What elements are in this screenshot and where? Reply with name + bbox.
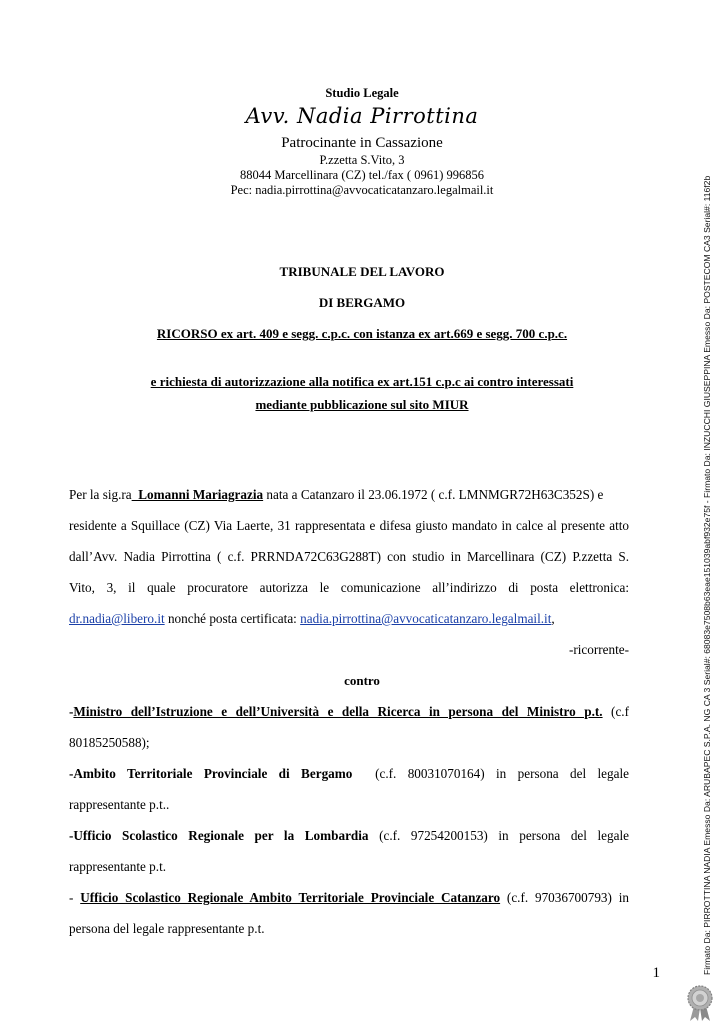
digital-signature-text: Firmato Da: PIRROTTINA NADIA Emesso Da: ARUBAPEC S.P.A. NG CA 3 Serial#: 68083e7508b63eae151039abf932e75f - Firmato Da: INZUCCHI GIUSEPPINA Emesso Da: POSTECOM CA3 Serial#: 116f2b [702,175,712,975]
address-line-1: P.zzetta S.Vito, 3 [319,153,405,167]
respondent-3: -Ufficio Scolastico Regionale per la Lombardia (c.f. 97254200153) in persona del legale [69,828,629,843]
court-line-1: TRIBUNALE DEL LAVORO [279,264,445,279]
party-line-4: Vito, 3, il quale procuratore autorizza le comunicazione all’indirizzo di posta elettronica: [69,580,629,595]
signature-seal-icon [684,984,716,1022]
respondent-4-name: Ufficio Scolastico Regionale Ambito Territoriale Provinciale Catanzaro [80,890,501,905]
respondent-1-name: Ministro dell’Istruzione e dell’Università e della Ricerca in persona del Ministro p.t. [73,704,603,719]
party-line-2: residente a Squillace (CZ) Via Laerte, 31 rappresentata e difesa giusto mandato in calce al presente atto [69,518,629,533]
richiesta-line-1: e richiesta di autorizzazione alla notifica ex art.151 c.p.c ai contro interessati [150,374,574,389]
respondent-2: -Ambito Territoriale Provinciale di Bergamo (c.f. 80031070164) in persona del legale [69,766,630,781]
party-line-3: dall’Avv. Nadia Pirrottina ( c.f. PRRNDA72C63G288T) con studio in Marcellinara (CZ) P.zzetta S. [69,549,629,564]
lawyer-name-script: Avv. Nadia Pirrottina [245,104,479,128]
contro-label: contro [344,673,380,688]
pec-link[interactable]: nadia.pirrottina@avvocaticatanzaro.legalmail.it [300,611,552,626]
respondent-4-line-2: persona del legale rappresentante p.t. [69,921,265,936]
studio-label: Studio Legale [325,86,399,100]
respondent-1-line-2: 80185250588); [69,735,150,750]
respondent-1: -Ministro dell’Istruzione e dell’Università e della Ricerca in persona del Ministro p.t. (c.f [69,704,629,719]
party-line-5: dr.nadia@libero.it nonché posta certificata: nadia.pirrottina@avvocaticatanzaro.legalmail.it, [69,611,555,626]
page-number: 1 [652,965,660,981]
respondent-2-line-2: rappresentante p.t.. [69,797,170,812]
client-name: Lomanni Mariagrazia [131,487,264,502]
respondent-3-name: -Ufficio Scolastico Regionale per la Lombardia [69,828,369,843]
party-line-1: Per la sig.ra Lomanni Mariagrazia nata a Catanzaro il 23.06.1972 ( c.f. LMNMGR72H63C352S) e [69,487,604,502]
role-label: -ricorrente- [568,642,629,657]
ricorso-title: RICORSO ex art. 409 e segg. c.p.c. con istanza ex art.669 e segg. 700 c.p.c. [156,326,568,341]
respondent-4: - Ufficio Scolastico Regionale Ambito Territoriale Provinciale Catanzaro (c.f. 97036700793) in [69,890,629,905]
respondent-3-line-2: rappresentante p.t. [69,859,167,874]
qualification: Patrocinante in Cassazione [281,135,443,151]
richiesta-line-2: mediante pubblicazione sul sito MIUR [255,397,469,412]
court-line-2: DI BERGAMO [318,295,406,310]
pec-address: Pec: nadia.pirrottina@avvocaticatanzaro.legalmail.it [230,183,494,197]
address-line-2: 88044 Marcellinara (CZ) tel./fax ( 0961) 996856 [239,168,485,182]
email-link[interactable]: dr.nadia@libero.it [69,611,165,626]
respondent-2-name: -Ambito Territoriale Provinciale di Bergamo [69,766,353,781]
